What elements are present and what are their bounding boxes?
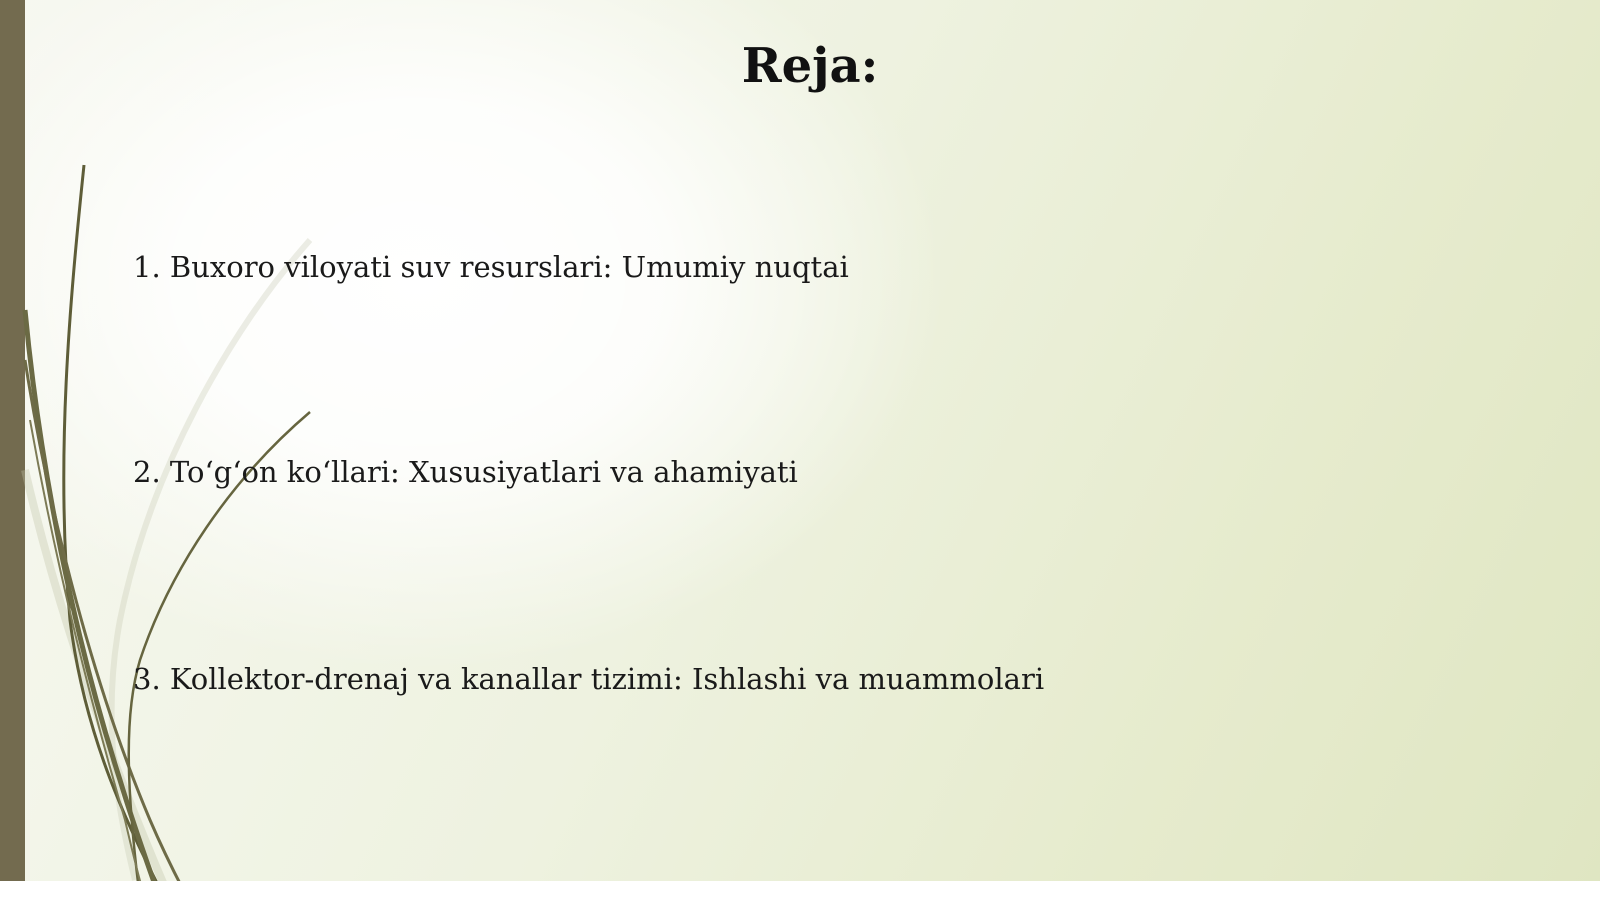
- slide-title: [0, 38, 1600, 94]
- plan-item-1: 1. Buxoro viloyati suv resurslari: Umumiy nuqtai: [133, 250, 849, 284]
- plan-item-2: 2. To‘g‘on ko‘llari: Xususiyatlari va ahamiyati: [133, 455, 798, 489]
- plan-item-3: 3. Kollektor-drenaj va kanallar tizimi: Ishlashi va muammolari: [133, 662, 1045, 696]
- slide-title-text: Reja:: [741, 38, 879, 94]
- bottom-strip: [0, 881, 1600, 899]
- grass-blades-decoration-icon: [0, 0, 420, 899]
